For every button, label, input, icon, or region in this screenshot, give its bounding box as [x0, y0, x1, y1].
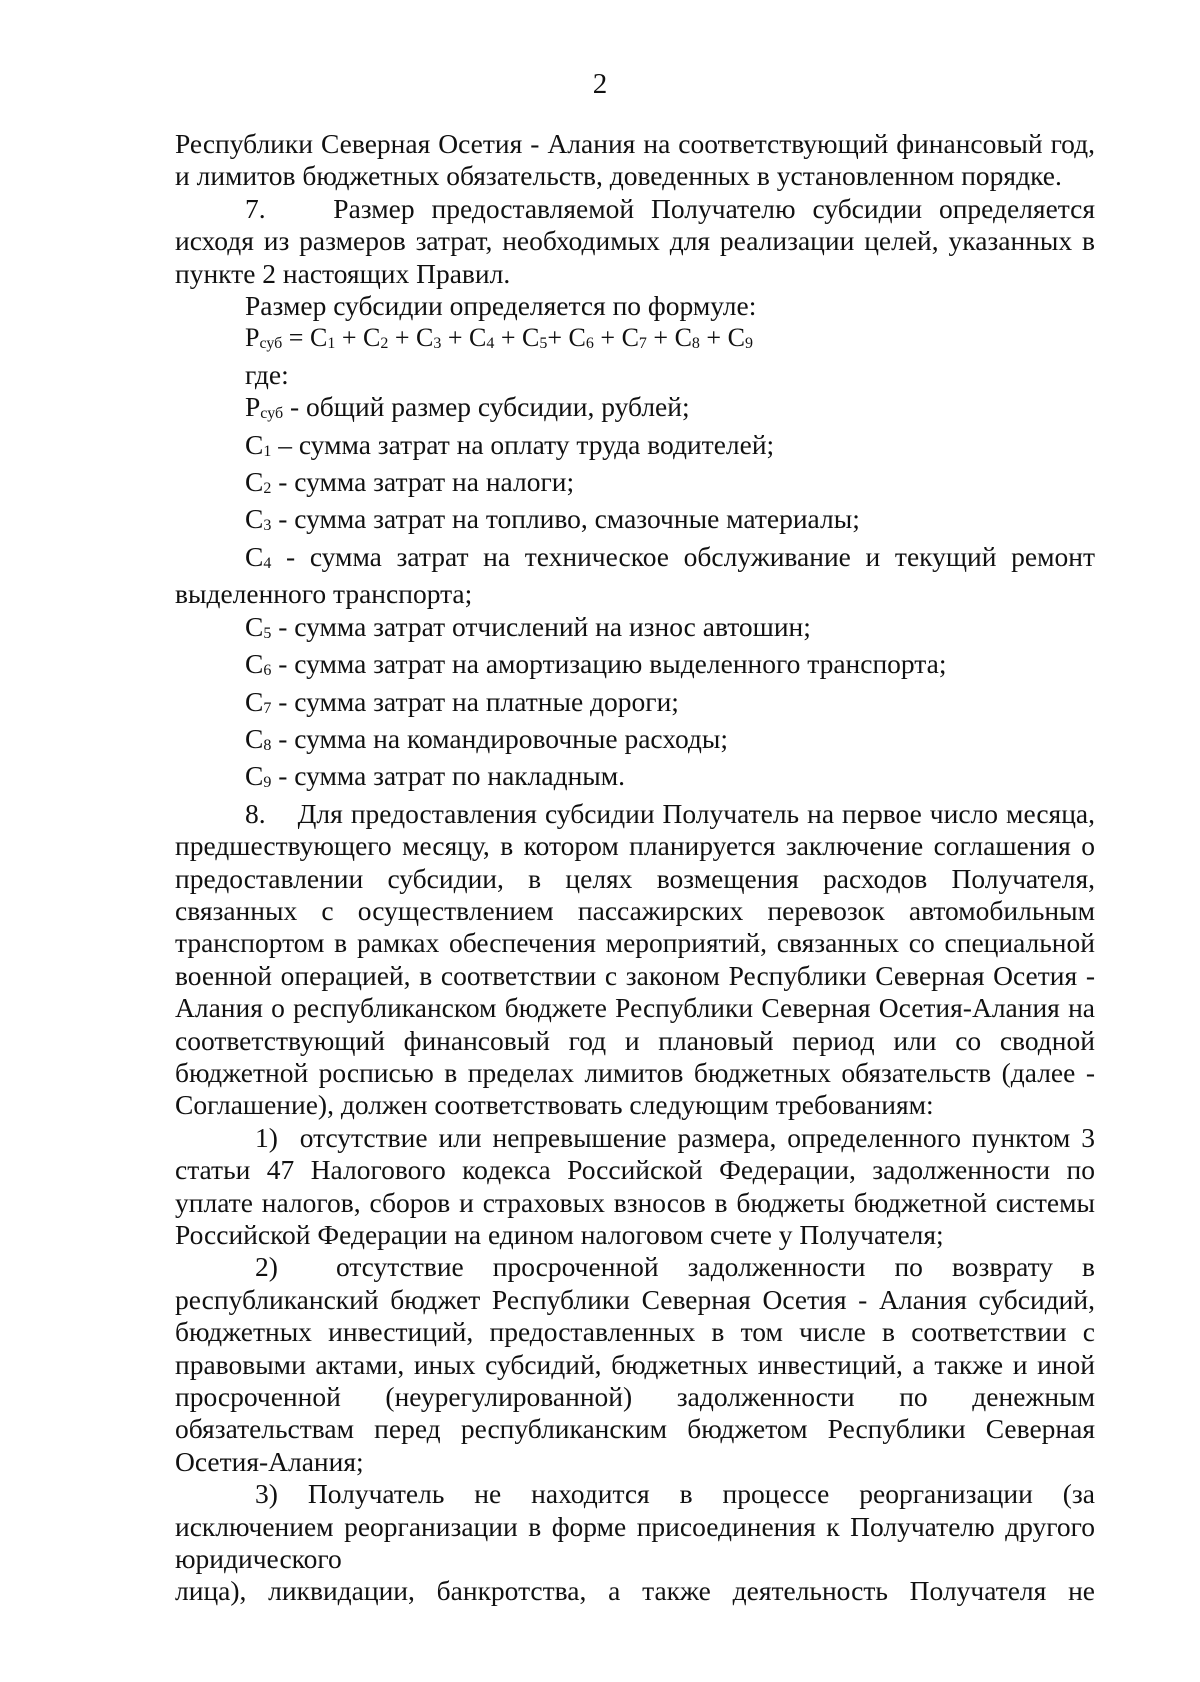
formula-term-symbol: С: [674, 323, 692, 353]
formula-operator: +: [335, 323, 363, 353]
formula-operator: +: [593, 323, 622, 353]
definition-subscript: 3: [263, 517, 272, 535]
definition-symbol: С: [245, 610, 264, 642]
item-7: 7. Размер предоставляемой Получателю субсидии определяется исходя из размеров затрат, необходимых для реализации целей, указанных в пункте 2 настоящих Правил.: [175, 192, 1095, 289]
formula-operator: +: [494, 323, 523, 353]
formula-term-symbol: С: [416, 323, 434, 353]
definition-text: - общий размер субсидии, рублей;: [283, 391, 690, 423]
definition-subscript: 8: [263, 736, 272, 754]
definition-subscript: 7: [263, 699, 272, 717]
sub-item-3-line: 3) Получатель не находится в процессе реорганизации (за исключением реорганизации в форме присоединения к Получателю другого юридического: [175, 1478, 1095, 1575]
formula-term-symbol: С: [362, 323, 381, 353]
definition-item: [175, 611, 1095, 648]
formula-term-index: 6: [585, 335, 594, 353]
definition-text: - сумма затрат на налоги;: [271, 466, 575, 498]
formula-term-symbol: С: [621, 323, 639, 353]
formula-term-index: 9: [744, 335, 753, 353]
formula-operator: +: [646, 323, 675, 353]
definition-text: – сумма затрат на оплату труда водителей;: [271, 428, 775, 460]
formula-operator: =: [282, 323, 310, 353]
definition-item: [175, 429, 1095, 466]
sub-item-2: 2) отсутствие просроченной задолженности по возврату в республиканский бюджет Республики Северная Осетия - Алания субсидий, бюджетных инвестиций, предоставленных в том числе в соответствии с правовыми актами, иных субсидий, бюджетных инвестиций, а также и иной просроченной (неурегулированной) задолженности по денежным обязательствам перед республиканским бюджетом Республики Северная Осетия-Алания;: [175, 1251, 1095, 1477]
definition-symbol: С: [245, 428, 264, 460]
formula-term-index: 5: [539, 335, 548, 353]
definitions-list: [175, 391, 1095, 797]
where-label: где:: [245, 358, 289, 390]
definition-text: - сумма затрат на техническое обслуживание и текущий ремонт выделенного транспорта;: [175, 540, 1095, 610]
definition-item: [175, 541, 1095, 611]
definition-item: [175, 648, 1095, 685]
paragraph-continuation: Республики Северная Осетия - Алания на соответствующий финансовый год, и лимитов бюджетных обязательств, доведенных в установленном порядке.: [175, 128, 1095, 192]
formula-operator: +: [699, 323, 728, 353]
definition-symbol: С: [245, 760, 264, 792]
formula: [175, 322, 1095, 358]
formula-operator: +: [388, 323, 416, 353]
sub-item-3-last-line: лица), ликвидации, банкротства, а также деятельность Получателя не: [175, 1575, 1095, 1607]
definition-text: - сумма затрат на топливо, смазочные материалы;: [271, 503, 860, 535]
definition-subscript: 4: [263, 554, 272, 572]
formula-term-index: 7: [638, 335, 647, 353]
definition-subscript: 5: [263, 624, 272, 642]
definition-symbol: С: [245, 466, 264, 498]
definition-subscript: 2: [263, 480, 272, 498]
definition-text: - сумма затрат на платные дороги;: [271, 685, 679, 717]
item-8: 8. Для предоставления субсидии Получатель на первое число месяца, предшествующего месяцу, в котором планируется заключение соглашения о предоставлении субсидии, в целях возмещения расходов Получателя, связанных с осуществлением пассажирских перевозок автомобильным транспортом в рамках обеспечения мероприятий, связанных со специальной военной операцией, в соответствии с законом Республики Северная Осетия - Алания о республиканском бюджете Республики Северная Осетия-Алания на соответствующий финансовый год и плановый период или со сводной бюджетной росписью в пределах лимитов бюджетных обязательств (далее - Соглашение), должен соответствовать следующим требованиям:: [175, 797, 1095, 1121]
sub-item-1: 1) отсутствие или непревышение размера, определенного пунктом 3 статьи 47 Налогового кодекса Российской Федерации, задолженности по уплате налогов, сборов и страховых взносов в бюджеты бюджетной системы Российской Федерации на едином налоговом счете у Получателя;: [175, 1121, 1095, 1250]
definition-text: - сумма на командировочные расходы;: [271, 722, 729, 754]
definition-item: [175, 391, 1095, 428]
formula-term-index: 2: [380, 335, 389, 353]
definition-item: [175, 760, 1095, 797]
definition-symbol: С: [245, 648, 264, 680]
definition-text: - сумма затрат отчислений на износ автошин;: [271, 610, 811, 642]
definition-symbol: С: [245, 722, 264, 754]
formula-term-symbol: С: [469, 323, 487, 353]
definition-symbol: С: [245, 503, 264, 535]
formula-term-index: 8: [691, 335, 700, 353]
definition-subscript: суб: [260, 405, 284, 423]
definition-item: [175, 723, 1095, 760]
formula-term-index: 1: [327, 335, 336, 353]
formula-term-symbol: С: [727, 323, 745, 353]
formula-operator: +: [441, 323, 470, 353]
definition-symbol: С: [245, 540, 264, 572]
formula-term-symbol: С: [309, 323, 328, 353]
definition-subscript: 6: [263, 662, 272, 680]
formula-operator: +: [547, 323, 569, 353]
formula-lhs-subscript: суб: [259, 335, 283, 353]
definition-text: - сумма затрат по накладным.: [271, 760, 626, 792]
definition-text: - сумма затрат на амортизацию выделенного транспорта;: [271, 648, 947, 680]
formula-term-index: 4: [486, 335, 495, 353]
formula-term-index: 3: [433, 335, 442, 353]
definition-item: [175, 466, 1095, 503]
formula-term-symbol: С: [568, 323, 586, 353]
definition-symbol: С: [245, 685, 264, 717]
formula-term-symbol: С: [522, 323, 540, 353]
formula-intro: Размер субсидии определяется по формуле:: [245, 290, 757, 322]
document-body: [175, 128, 1095, 1608]
formula-lhs-symbol: Р: [245, 323, 260, 353]
definition-item: [175, 503, 1095, 540]
definition-subscript: 1: [263, 442, 272, 460]
definition-subscript: 9: [263, 774, 272, 792]
page-number: 2: [592, 68, 608, 100]
definition-symbol: Р: [245, 391, 261, 423]
definition-item: [175, 686, 1095, 723]
